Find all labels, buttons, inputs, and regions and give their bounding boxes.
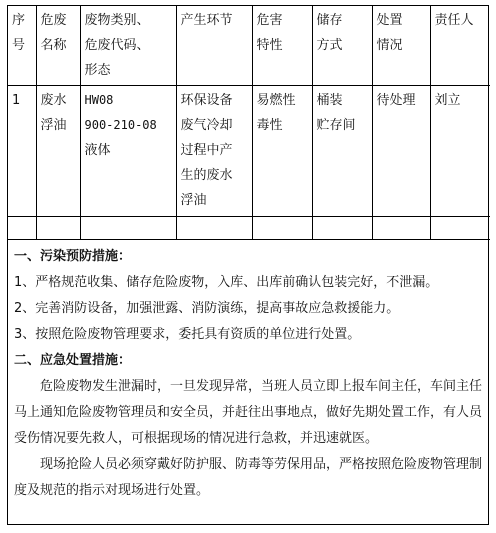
waste-table [8,6,490,240]
header-cell-disposal: 处置 情况 [372,6,430,86]
empty-cell [312,217,372,240]
cell-owner: 刘立 [430,86,490,217]
header-cell-no: 序 号 [8,6,36,86]
cell-storage: 桶装 贮存间 [312,86,372,217]
emergency-title: 二、应急处置措施： [14,353,132,368]
hazardous-waste-sheet [7,5,489,525]
empty-cell [36,217,80,240]
empty-cell [80,217,176,240]
header-cell-storage: 储存 方式 [312,6,372,86]
header-cell-hazard: 危害 特性 [252,6,312,86]
cell-source: 环保设备 废气冷却 过程中产 生的废水 浮油 [176,86,252,217]
table-row-empty [8,217,490,240]
header-cell-source: 产生环节 [176,6,252,86]
prevention-item: 3、按照危险废物管理要求，委托具有资质的单位进行处置。 [14,327,361,342]
table-row [8,86,490,217]
prevention-item: 2、完善消防设备，加强泄露、消防演练，提高事故应急救援能力。 [14,301,400,316]
emergency-paragraph: 危险废物发生泄漏时，一旦发现异常，当班人员立即上报车间主任，车间主任马上通知危险废物管理员和安全员，并赶往出事地点，做好先期处置工作，有人员受伤情况要先救人，可根据现场的情况进行急救，并迅速就医。 [14,379,483,446]
empty-cell [8,217,36,240]
empty-cell [176,217,252,240]
cell-name: 废水 浮油 [36,86,80,217]
cell-no: 1 [8,86,36,217]
header-cell-category: 废物类别、 危废代码、 形态 [80,6,176,86]
table-header-row [8,6,490,86]
cell-hazard: 易燃性 毒性 [252,86,312,217]
empty-cell [252,217,312,240]
header-cell-owner: 责任人 [430,6,490,86]
cell-disposal: 待处理 [372,86,430,217]
prevention-title: 一、污染预防措施： [14,249,132,264]
emergency-paragraph: 现场抢险人员必须穿戴好防护服、防毒等劳保用品，严格按照危险废物管理制度及规范的指示对现场进行处置。 [14,457,483,498]
prevention-item: 1、严格规范收集、储存危险废物，入库、出库前确认包装完好，不泄漏。 [14,275,439,290]
measures-section [8,240,488,504]
empty-cell [372,217,430,240]
cell-category: HW08 900-210-08 液体 [80,86,176,217]
header-cell-name: 危废 名称 [36,6,80,86]
empty-cell [430,217,490,240]
